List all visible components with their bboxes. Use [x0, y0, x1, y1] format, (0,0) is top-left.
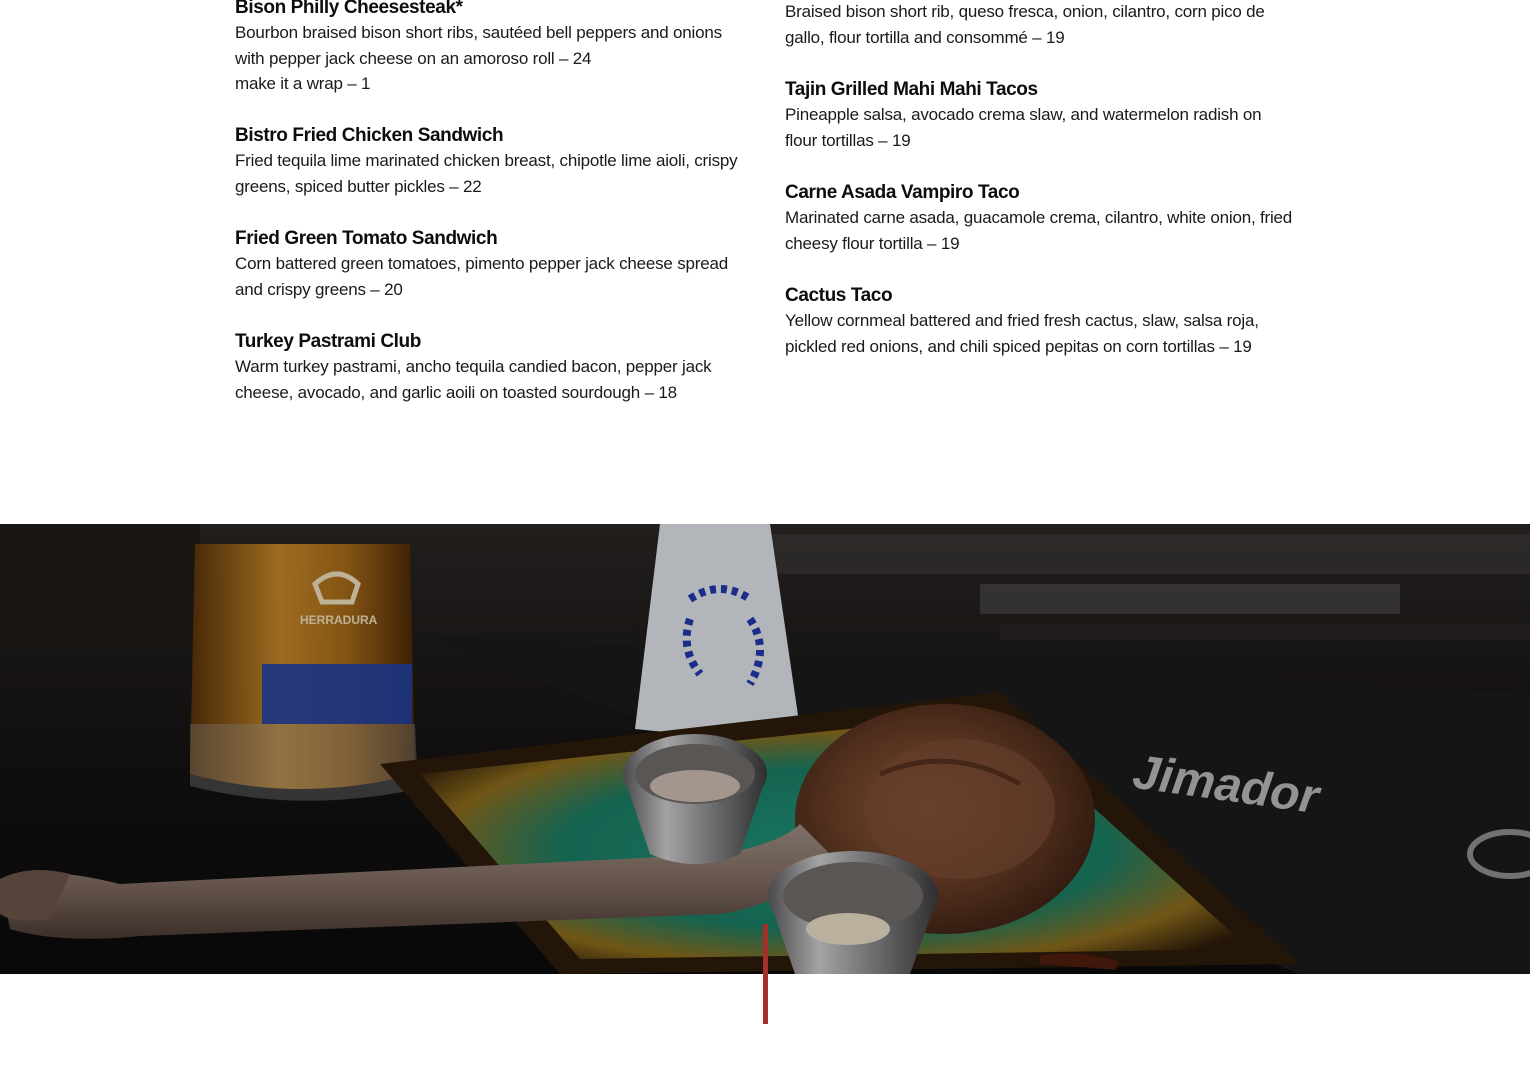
menu-item [235, 227, 745, 302]
tomahawk-steak-photo [0, 524, 1530, 974]
menu-item [235, 124, 745, 199]
bar-mat-logo: Jimador [1129, 745, 1322, 825]
accent-divider-line [763, 924, 768, 1024]
menu-item [785, 181, 1295, 256]
menu-item-name: Carne Asada Vampiro Taco [785, 182, 1020, 203]
menu-item-description: Marinated carne asada, guacamole crema, cilantro, white onion, fried cheesy flour tortilla – 19 [785, 208, 1293, 253]
menu-item-name: Bison Philly Cheesesteak* [235, 0, 463, 18]
menu-item-note: make it a wrap – 1 [235, 74, 371, 93]
bottle-label: HERRADURA [300, 613, 378, 627]
menu-item-description: Warm turkey pastrami, ancho tequila candied bacon, pepper jack cheese, avocado, and garlic aoili on toasted sourdough – 18 [235, 357, 712, 402]
menu-item [785, 78, 1295, 153]
menu-item-name: Turkey Pastrami Club [235, 331, 421, 352]
menu-item-description: Corn battered green tomatoes, pimento pepper jack cheese spread and crispy greens – 20 [235, 254, 728, 299]
menu-item [785, 284, 1295, 359]
menu-column-right [785, 0, 1295, 387]
menu-item-name: Cactus Taco [785, 285, 893, 306]
menu-item-description: Pineapple salsa, avocado crema slaw, and watermelon radish on flour tortillas – 19 [785, 105, 1262, 150]
menu-item-name: Fried Green Tomato Sandwich [235, 228, 498, 249]
menu-item-name: Bistro Fried Chicken Sandwich [235, 125, 504, 146]
food-photo-banner [0, 524, 1530, 974]
menu-item [235, 0, 745, 96]
menu-item [235, 330, 745, 405]
menu-item [785, 0, 1295, 50]
menu-column-left [235, 0, 745, 433]
menu-item-description: Bourbon braised bison short ribs, sautéed bell peppers and onions with pepper jack cheese on an amoroso roll – 24 [235, 23, 722, 68]
menu-item-description: Braised bison short rib, queso fresca, onion, cilantro, corn pico de gallo, flour tortilla and consommé – 19 [785, 2, 1265, 47]
menu-item-description: Fried tequila lime marinated chicken breast, chipotle lime aioli, crispy greens, spiced butter pickles – 22 [235, 151, 738, 196]
menu-item-description: Yellow cornmeal battered and fried fresh cactus, slaw, salsa roja, pickled red onions, and chili spiced pepitas on corn tortillas – 19 [785, 311, 1259, 356]
menu-item-name: Tajin Grilled Mahi Mahi Tacos [785, 79, 1038, 100]
menu-section [0, 0, 1530, 500]
